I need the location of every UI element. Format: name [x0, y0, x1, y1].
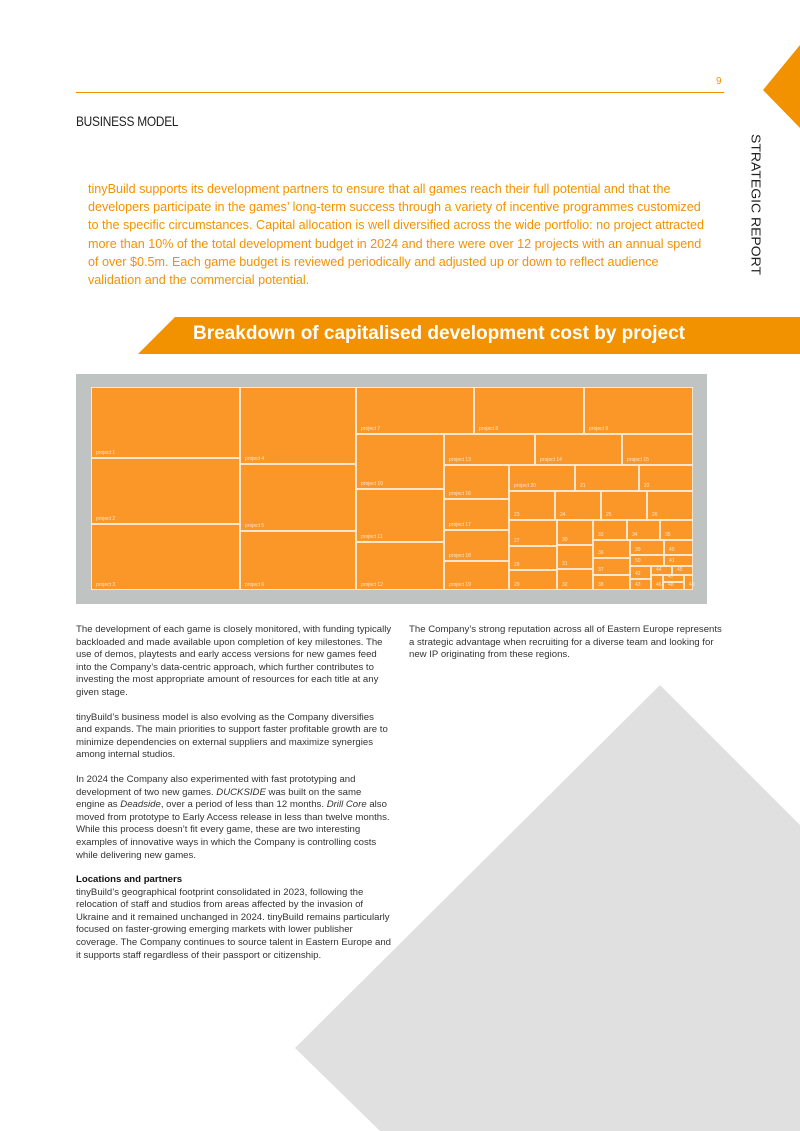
treemap-cell-label: 45 [677, 567, 683, 573]
treemap-cell-label: 40 [669, 547, 675, 553]
game-title: Drill Core [326, 799, 367, 811]
treemap-cell [601, 491, 647, 520]
locations-section [76, 874, 392, 962]
treemap-cell-label: 26 [652, 512, 658, 518]
treemap-cell-label: project 4 [245, 456, 265, 462]
treemap-cell-label: 29 [514, 582, 520, 588]
treemap-cell-label: project 19 [449, 582, 471, 588]
orange-corner-tab [763, 45, 800, 128]
treemap-cell-label: project 17 [449, 522, 471, 528]
treemap-cell [664, 540, 693, 555]
treemap-cell [672, 566, 693, 575]
text: was built on the same engine as [76, 786, 362, 811]
treemap-cell-label: 21 [580, 483, 586, 489]
treemap-cell [555, 491, 601, 520]
treemap-cell-label: 27 [514, 538, 520, 544]
paragraph: The development of each game is closely monitored, with funding typically backloaded and made available upon completion of key milestones. The use of demos, playtests and early access versions for new games feed into the Company’s data-centric approach, which further contributes to investing the most appropriate amount of resources for each title at any given stage. [76, 624, 392, 698]
treemap-cell [356, 387, 474, 434]
treemap-cell [356, 434, 444, 489]
side-label: STRATEGIC REPORT [748, 134, 764, 276]
treemap-cell-label: 48 [668, 582, 674, 588]
treemap-cell [557, 520, 593, 545]
text: also moved from prototype to Early Access release in less than twelve months. While this process doesn’t fit every game, these are two interesting examples of innovative ways in which the Company is controlling costs while delivering new games. [76, 799, 390, 861]
treemap-cell-label: 24 [560, 512, 566, 518]
treemap-cell-label: 38 [598, 582, 604, 588]
treemap-cell [509, 520, 557, 546]
paragraph [76, 774, 392, 862]
treemap-cell-label: 43 [635, 582, 641, 588]
treemap-cell [356, 489, 444, 542]
treemap-cell [535, 434, 622, 465]
treemap-cell-label: project 20 [514, 483, 536, 489]
treemap-cell [509, 491, 555, 520]
treemap-cell-label: 25 [606, 512, 612, 518]
treemap-cell-label: 35 [665, 532, 671, 538]
treemap-cell [509, 570, 557, 590]
treemap-cell [557, 545, 593, 569]
game-title: Deadside [120, 799, 161, 811]
treemap-cell-label: project 5 [245, 523, 265, 529]
treemap-cell [444, 434, 535, 465]
section-title: BUSINESS MODEL [76, 113, 179, 129]
game-title: DUCKSIDE [216, 786, 266, 798]
chart-title: Breakdown of capitalised development cost by project [193, 323, 686, 344]
treemap-cell-label: project 11 [361, 534, 383, 540]
treemap-cell-label: 30 [562, 537, 568, 543]
treemap-cell-label: 32 [562, 582, 568, 588]
treemap-cell-label: project 1 [96, 450, 116, 456]
treemap-cell [593, 575, 630, 590]
treemap-cell [663, 582, 684, 590]
paragraph: tinyBuild’s business model is also evolving as the Company diversifies and expands. The main priorities to support faster profitable growth are to minimize dependencies on external suppliers and maximize synergies among internal studios. [76, 711, 388, 761]
treemap-cell [630, 540, 664, 555]
treemap-cell [651, 575, 663, 590]
treemap-cell-label: 49 [689, 582, 695, 588]
treemap-cell-label: 36 [598, 550, 604, 556]
treemap-cell-label: 46 [656, 582, 662, 588]
treemap-cell [91, 524, 240, 590]
treemap-cell [444, 561, 509, 590]
treemap-cell-label: project 14 [540, 457, 562, 463]
treemap-cell [91, 458, 240, 524]
text: In 2024 the Company also experimented with fast prototyping and development of two new games. [76, 773, 356, 798]
treemap-cell [240, 464, 356, 531]
treemap-cell [509, 465, 575, 491]
treemap-cell [684, 575, 693, 590]
treemap-cell-label: 28 [514, 562, 520, 568]
treemap-cell [509, 546, 557, 570]
treemap-cell-label: project 16 [449, 491, 471, 497]
treemap-cell-label: project 15 [627, 457, 649, 463]
treemap-cell [593, 520, 627, 540]
treemap-cell-label: project 10 [361, 481, 383, 487]
paragraph: The Company’s strong reputation across all of Eastern Europe represents a strategic advantage when recruiting for a diverse team and looking for new IP originating from these regions. [409, 624, 722, 661]
treemap-cell-label: 44 [656, 567, 662, 573]
treemap-cell-label: project 8 [479, 426, 499, 432]
subheading: Locations and partners [76, 874, 183, 886]
treemap-cell-label: 34 [632, 532, 638, 538]
treemap-cell [584, 387, 693, 434]
text: , over a period of less than 12 months. [160, 799, 327, 811]
treemap-cell-label: project 7 [361, 426, 381, 432]
intro-paragraph: tinyBuild supports its development partners to ensure that all games reach their full potential and that the developers participate in the games’ long-term success through a variety of incentive programmes customized to the specific circumstances. Capital allocation is well diversified across the wide portfolio: no project attracted more than 10% of the total development budget in 2024 and there were over 12 projects with an annual spend of over $0.5m. Each game budget is reviewed periodically and adjusted up or down to reflect audience validation and the commercial potential. [88, 182, 704, 288]
treemap-cell-label: project 18 [449, 553, 471, 559]
treemap-cell-label: 23 [514, 512, 520, 518]
treemap-cell-label: project 9 [589, 426, 609, 432]
header-rule [76, 92, 724, 93]
left-column [76, 624, 392, 962]
treemap-cell-label: project 3 [96, 582, 116, 588]
treemap-cell [356, 542, 444, 590]
treemap-chart [76, 374, 707, 604]
treemap-cell [627, 520, 660, 540]
treemap-cell-label: 50 [635, 558, 641, 564]
treemap-cell [444, 499, 509, 530]
treemap-cell [444, 530, 509, 561]
treemap-cell [647, 491, 693, 520]
treemap-cell-label: 31 [562, 561, 568, 567]
treemap-cell [240, 387, 356, 464]
treemap-cell-label: 37 [598, 567, 604, 573]
treemap-cell [593, 540, 630, 558]
treemap-cell-label: 42 [635, 571, 641, 577]
treemap-cell [622, 434, 693, 465]
treemap-cell-label: 33 [598, 532, 604, 538]
page-number: 9 [716, 76, 722, 87]
treemap-cell [630, 555, 664, 566]
treemap-cell-label: project 12 [361, 582, 383, 588]
treemap-cell [630, 566, 651, 579]
treemap-cell-label: 39 [635, 547, 641, 553]
treemap-cell [557, 569, 593, 590]
treemap-cell [663, 575, 684, 582]
treemap-cell [91, 387, 240, 458]
treemap-cell-label: 22 [644, 483, 650, 489]
paragraph: tinyBuild’s geographical footprint consolidated in 2023, following the relocation of staff and studios from areas affected by the invasion of Ukraine and it remained unchanged in 2024. tinyBuild remains particularly focused on faster-growing emerging markets with lower publisher coverage. The Company continues to source talent in Eastern Europe and it supports staff regardless of their passport or citizenship. [76, 886, 392, 961]
treemap-cell-label: project 6 [245, 582, 265, 588]
treemap-cell [474, 387, 584, 434]
treemap-cell [630, 579, 651, 590]
treemap-cell [240, 531, 356, 590]
treemap-cell [639, 465, 693, 491]
treemap-cell [444, 465, 509, 499]
treemap-cell [664, 555, 693, 566]
treemap-cell [593, 558, 630, 575]
treemap-cell-label: 47 [668, 574, 674, 580]
treemap-cell [660, 520, 693, 540]
treemap-cell-label: 41 [669, 558, 675, 564]
right-column [409, 624, 725, 674]
treemap-cell-label: project 13 [449, 457, 471, 463]
treemap-cell-label: project 2 [96, 516, 116, 522]
treemap-cell [575, 465, 639, 491]
